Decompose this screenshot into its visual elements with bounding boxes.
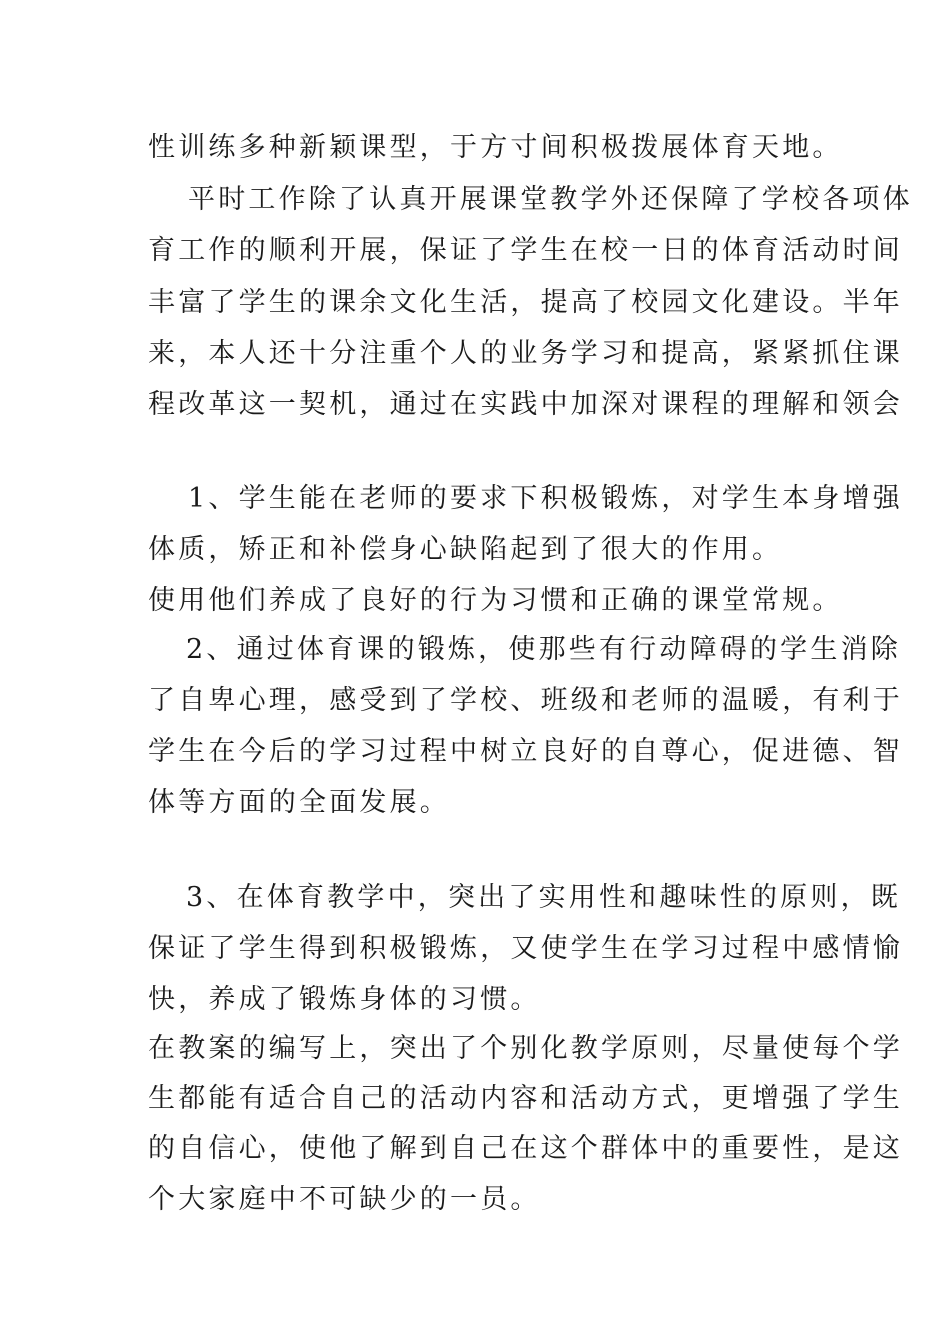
text-line: 1、学生能在老师的要求下积极锻炼，对学生本身增强 bbox=[188, 483, 903, 514]
text-line: 保证了学生得到积极锻炼，又使学生在学习过程中感情愉 bbox=[148, 933, 903, 964]
text-line: 学生在今后的学习过程中树立良好的自尊心，促进德、智 bbox=[148, 736, 903, 767]
text-line: 了自卑心理，感受到了学校、班级和老师的温暖，有利于 bbox=[148, 685, 903, 716]
text-line: 体质，矫正和补偿身心缺陷起到了很大的作用。 bbox=[148, 534, 783, 565]
text-line: 生都能有适合自己的活动内容和活动方式，更增强了学生 bbox=[148, 1083, 903, 1114]
text-line: 程改革这一契机，通过在实践中加深对课程的理解和领会 bbox=[148, 389, 903, 420]
text-line: 来，本人还十分注重个人的业务学习和提高，紧紧抓住课 bbox=[148, 338, 903, 369]
text-line: 使用他们养成了良好的行为习惯和正确的课堂常规。 bbox=[148, 585, 843, 616]
text-line: 2、通过体育课的锻炼，使那些有行动障碍的学生消除 bbox=[186, 634, 901, 665]
text-line: 快，养成了锻炼身体的习惯。 bbox=[148, 984, 541, 1015]
text-line: 丰富了学生的课余文化生活，提高了校园文化建设。半年 bbox=[148, 287, 903, 318]
text-line: 体等方面的全面发展。 bbox=[148, 787, 450, 818]
text-line: 育工作的顺利开展，保证了学生在校一日的体育活动时间 bbox=[148, 235, 903, 266]
text-line: 性训练多种新颖课型，于方寸间积极拨展体育天地。 bbox=[148, 132, 843, 163]
text-line: 平时工作除了认真开展课堂教学外还保障了学校各项体 bbox=[188, 184, 913, 215]
text-line: 3、在体育教学中，突出了实用性和趣味性的原则，既 bbox=[186, 882, 901, 913]
text-line: 个大家庭中不可缺少的一员。 bbox=[148, 1184, 541, 1215]
text-line: 在教案的编写上，突出了个别化教学原则，尽量使每个学 bbox=[148, 1033, 903, 1064]
text-line: 的自信心，使他了解到自己在这个群体中的重要性，是这 bbox=[148, 1133, 903, 1164]
